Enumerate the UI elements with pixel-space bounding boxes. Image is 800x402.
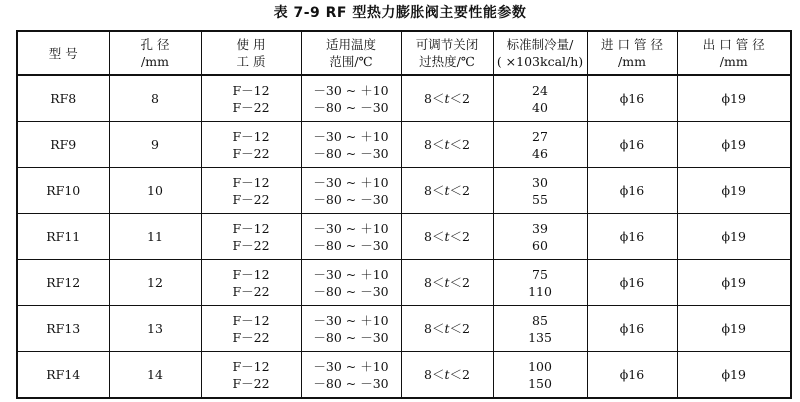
cell-superheat [401,122,493,168]
bore-value: 8 [151,91,159,106]
bore-value: 14 [147,367,163,382]
cell-outlet [677,75,791,122]
cell-model [17,306,109,352]
capacity-line1: 100 [528,358,552,374]
cell-capacity [493,122,587,168]
header-bore [109,31,201,75]
cell-fluid [201,306,301,352]
superheat-post: ＜2 [449,275,470,290]
superheat-post: ＜2 [449,321,470,336]
temp-line2: －80 ~ －30 [313,237,389,253]
cell-outlet [677,168,791,214]
fluid-line1: F－12 [232,82,270,98]
cell-bore [109,352,201,399]
cell-model [17,214,109,260]
superheat-pre: 8＜ [424,321,445,336]
header-line2: /mm [719,54,748,69]
cell-fluid [201,352,301,399]
header-line2: 范围/℃ [329,54,373,69]
cell-outlet [677,122,791,168]
superheat-pre: 8＜ [424,367,445,382]
inlet-value: ϕ16 [619,367,645,382]
table-title: 表 7-9 RF 型热力膨胀阀主要性能参数 [273,5,527,21]
cell-fluid [201,260,301,306]
header-line1: 使 用 [236,37,266,52]
header-line2: /mm [618,54,646,69]
cell-capacity [493,260,587,306]
superheat-post: ＜2 [449,229,470,244]
table-row [17,306,791,352]
cell-model [17,352,109,399]
capacity-line2: 150 [528,375,552,391]
outlet-value: ϕ19 [721,275,746,290]
cell-inlet [587,352,677,399]
superheat-post: ＜2 [449,137,470,152]
inlet-value: ϕ16 [619,137,645,152]
cell-fluid [201,214,301,260]
superheat-post: ＜2 [449,91,470,106]
bore-value: 13 [147,321,163,336]
temp-line2: －80 ~ －30 [313,329,389,345]
superheat-var: t [444,183,450,198]
header-line1: 型 号 [48,45,78,61]
temp-line1: －30 ~ ＋10 [313,358,389,374]
fluid-line1: F－12 [232,312,270,328]
cell-temp-range [301,122,401,168]
header-fluid [201,31,301,75]
outlet-value: ϕ19 [721,229,746,244]
bore-value: 12 [147,275,163,290]
cell-bore [109,306,201,352]
cell-bore [109,168,201,214]
header-line2: ( ×103kcal/h) [496,54,584,69]
temp-line2: －80 ~ －30 [313,191,389,207]
cell-outlet [677,306,791,352]
temp-line1: －30 ~ ＋10 [313,128,389,144]
fluid-line2: F－22 [232,99,270,115]
fluid-line1: F－12 [232,266,270,282]
table-container [16,30,790,399]
capacity-line2: 40 [532,99,548,115]
temp-line1: －30 ~ ＋10 [313,174,389,190]
bore-value: 11 [147,229,163,244]
temp-line2: －80 ~ －30 [313,375,389,391]
header-line1: 孔 径 [140,37,170,52]
superheat-var: t [444,91,450,106]
cell-model [17,75,109,122]
fluid-line2: F－22 [232,237,270,253]
model-value: RF12 [46,275,81,290]
cell-bore [109,260,201,306]
header-line1: 标准制冷量/ [506,37,574,52]
cell-fluid [201,122,301,168]
fluid-line1: F－12 [232,220,270,236]
cell-outlet [677,214,791,260]
temp-line1: －30 ~ ＋10 [313,312,389,328]
inlet-value: ϕ16 [619,91,645,106]
table-row [17,75,791,122]
model-value: RF14 [46,367,81,382]
header-temp-range [301,31,401,75]
parameter-table [16,30,792,399]
cell-capacity [493,306,587,352]
capacity-line2: 110 [528,283,552,299]
temp-line2: －80 ~ －30 [313,99,389,115]
cell-inlet [587,75,677,122]
capacity-line2: 60 [532,237,548,253]
cell-temp-range [301,352,401,399]
cell-temp-range [301,214,401,260]
cell-superheat [401,306,493,352]
cell-superheat [401,260,493,306]
capacity-line1: 75 [532,266,548,282]
cell-inlet [587,214,677,260]
superheat-var: t [444,275,450,290]
inlet-value: ϕ16 [619,321,645,336]
fluid-line1: F－12 [232,358,270,374]
header-line2: 过热度/℃ [419,54,475,69]
model-value: RF13 [46,321,81,336]
cell-outlet [677,260,791,306]
cell-superheat [401,214,493,260]
capacity-line1: 27 [532,128,548,144]
cell-model [17,122,109,168]
model-value: RF8 [50,91,77,106]
temp-line1: －30 ~ ＋10 [313,266,389,282]
fluid-line2: F－22 [232,329,270,345]
table-row [17,168,791,214]
capacity-line2: 55 [532,191,548,207]
header-line1: 进 口 管 径 [601,37,663,52]
superheat-var: t [444,137,450,152]
cell-inlet [587,306,677,352]
superheat-pre: 8＜ [424,91,445,106]
fluid-line2: F－22 [232,191,270,207]
model-value: RF10 [46,183,81,198]
header-line2: 工 质 [236,54,266,69]
header-line1: 可调节关闭 [415,37,479,52]
superheat-post: ＜2 [449,183,470,198]
temp-line1: －30 ~ ＋10 [313,82,389,98]
inlet-value: ϕ16 [619,275,645,290]
fluid-line2: F－22 [232,145,270,161]
superheat-var: t [444,229,450,244]
header-line1: 出 口 管 径 [702,37,765,52]
cell-bore [109,75,201,122]
superheat-pre: 8＜ [424,183,445,198]
cell-superheat [401,352,493,399]
model-value: RF9 [50,137,77,152]
table-header [17,31,791,75]
header-row [17,31,791,75]
cell-temp-range [301,306,401,352]
capacity-line1: 24 [532,82,548,98]
superheat-var: t [444,321,450,336]
table-row [17,214,791,260]
cell-superheat [401,75,493,122]
fluid-line2: F－22 [232,375,270,391]
outlet-value: ϕ19 [721,91,746,106]
cell-inlet [587,260,677,306]
cell-capacity [493,75,587,122]
table-row [17,352,791,399]
header-superheat [401,31,493,75]
table-body [17,75,791,398]
capacity-line1: 39 [532,220,548,236]
cell-inlet [587,122,677,168]
cell-capacity [493,352,587,399]
capacity-line1: 85 [532,312,548,328]
cell-fluid [201,75,301,122]
header-capacity [493,31,587,75]
fluid-line1: F－12 [232,174,270,190]
inlet-value: ϕ16 [619,229,645,244]
cell-temp-range [301,75,401,122]
capacity-line2: 46 [532,145,548,161]
superheat-var: t [444,367,450,382]
superheat-post: ＜2 [449,367,470,382]
temp-line1: －30 ~ ＋10 [313,220,389,236]
cell-model [17,168,109,214]
outlet-value: ϕ19 [721,321,746,336]
header-line1: 适用温度 [325,37,376,52]
cell-inlet [587,168,677,214]
outlet-value: ϕ19 [721,137,746,152]
temp-line2: －80 ~ －30 [313,145,389,161]
cell-temp-range [301,260,401,306]
header-inlet [587,31,677,75]
cell-superheat [401,168,493,214]
fluid-line1: F－12 [232,128,270,144]
cell-model [17,260,109,306]
header-model [17,31,109,75]
cell-temp-range [301,168,401,214]
cell-outlet [677,352,791,399]
fluid-line2: F－22 [232,283,270,299]
header-line2: /mm [141,54,169,69]
bore-value: 9 [151,137,159,152]
table-row [17,122,791,168]
header-outlet [677,31,791,75]
bore-value: 10 [147,183,163,198]
inlet-value: ϕ16 [619,183,645,198]
capacity-line2: 135 [528,329,552,345]
outlet-value: ϕ19 [721,367,746,382]
superheat-pre: 8＜ [424,275,445,290]
cell-capacity [493,214,587,260]
model-value: RF11 [46,229,81,244]
temp-line2: －80 ~ －30 [313,283,389,299]
table-row [17,260,791,306]
superheat-pre: 8＜ [424,229,445,244]
cell-fluid [201,168,301,214]
outlet-value: ϕ19 [721,183,746,198]
cell-bore [109,122,201,168]
superheat-pre: 8＜ [424,137,445,152]
capacity-line1: 30 [532,174,548,190]
cell-bore [109,214,201,260]
cell-capacity [493,168,587,214]
